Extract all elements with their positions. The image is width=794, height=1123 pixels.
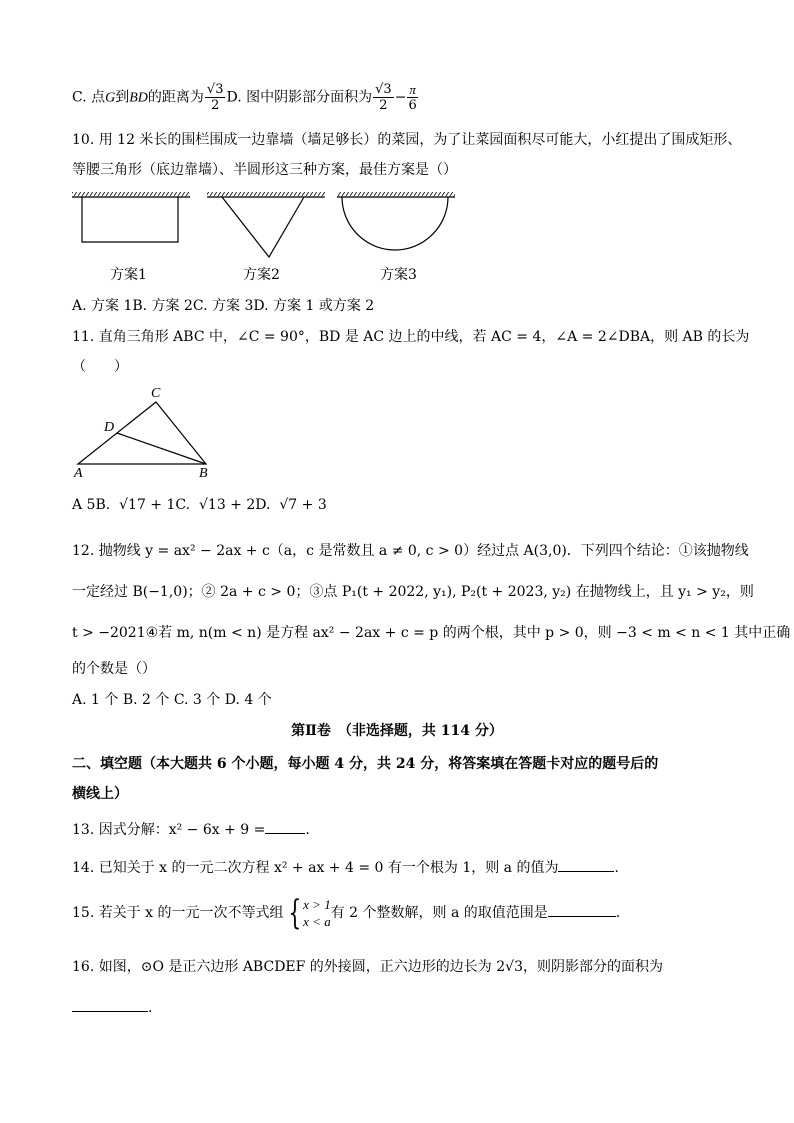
q9-c-mid: 的距离为 bbox=[147, 89, 204, 106]
q12-options: A. 1 个 B. 2 个 C. 3 个 D. 4 个 bbox=[72, 692, 272, 708]
plan1-rectangle bbox=[82, 197, 178, 242]
q16-end: . bbox=[148, 1000, 153, 1016]
q16-line2 bbox=[72, 998, 152, 1018]
q9-options bbox=[72, 82, 419, 114]
section-header-line1: 二、填空题（本大题共 6 个小题，每小题 4 分，共 24 分，将答案填在答题卡对应的题号后的 bbox=[72, 756, 659, 772]
section-header-line2: 横线上） bbox=[72, 786, 128, 802]
q11-line2: （ ） bbox=[72, 359, 128, 375]
q9-c-bd: BD bbox=[129, 90, 148, 106]
q12-line3: t > −2021④若 m, n(m < n) 是方程 ax² − 2ax + c = p 的两个根，其中 p > 0，则 −3 < m < n < 1 其中正确 bbox=[72, 625, 791, 641]
q15-prefix: 15. 若关于 x 的一元一次不等式组 bbox=[72, 905, 284, 921]
plan2-figure bbox=[207, 192, 325, 257]
label-c: C bbox=[151, 386, 161, 401]
q9-d-frac1-num: √3 bbox=[375, 82, 392, 97]
q15-brace: { bbox=[287, 893, 301, 933]
q12-line4: 的个数是（） bbox=[72, 661, 156, 677]
q15-suffix: 有 2 个整数解，则 a 的取值范围是 bbox=[330, 905, 548, 921]
q11-opt-c: √13 + 2 bbox=[198, 497, 256, 513]
triangle-abc bbox=[78, 402, 206, 464]
plan3-figure bbox=[337, 192, 455, 250]
q15-inequality-system bbox=[303, 896, 331, 930]
q15-answer-blank bbox=[548, 904, 616, 917]
q9-d-frac2-den: 6 bbox=[408, 98, 417, 113]
q11-opt-a: A 5B. bbox=[72, 497, 111, 513]
q13-end: . bbox=[305, 822, 310, 838]
plan2-wall-hatch bbox=[207, 192, 325, 197]
q12-line2: 一定经过 B(−1,0)；② 2a + c > 0；③点 P₁(t + 2022, y₁), P₂(t + 2023, y₂) 在抛物线上，且 y₁ > y₂，则 bbox=[72, 584, 754, 600]
q9-d-prefix: D. 图中阴影部分面积为 bbox=[226, 89, 373, 106]
q13-answer-blank bbox=[265, 821, 305, 834]
q9-c-fraction bbox=[205, 82, 226, 113]
plan2-caption: 方案2 bbox=[243, 267, 280, 283]
q13 bbox=[72, 820, 310, 840]
q10-options: A. 方案 1B. 方案 2C. 方案 3D. 方案 1 或方案 2 bbox=[72, 298, 375, 314]
label-a: A bbox=[74, 466, 83, 481]
plan3-wall-hatch bbox=[337, 192, 455, 197]
q11-opt-c-label: C. bbox=[175, 497, 191, 513]
q10-line1: 10. 用 12 米长的围栏围成一边靠墙（墙足够长）的菜园，为了让菜园面积尽可能大，小红提出了围成矩形、 bbox=[72, 132, 742, 148]
q10-line2: 等腰三角形（底边靠墙）、半圆形这三种方案，最佳方案是（） bbox=[72, 162, 457, 178]
q9-d-fraction-2 bbox=[407, 82, 418, 113]
q11-opt-d-label: D. bbox=[255, 497, 271, 513]
plan1-caption: 方案1 bbox=[110, 267, 147, 283]
q9-d-minus: − bbox=[394, 89, 407, 106]
q13-text: 13. 因式分解：x² − 6x + 9 = bbox=[72, 822, 266, 838]
label-d: D bbox=[104, 420, 115, 435]
plan2-triangle bbox=[222, 197, 304, 257]
part2-title: 第Ⅱ卷 （非选择题，共 114 分） bbox=[291, 723, 503, 739]
q14-text: 14. 已知关于 x 的一元二次方程 x² + ax + 4 = 0 有一个根为 1，则 a 的值为 bbox=[72, 860, 559, 876]
q11-line1: 11. 直角三角形 ABC 中，∠C = 90°，BD 是 AC 边上的中线，若 AC = 4，∠A = 2∠DBA，则 AB 的长为 bbox=[72, 329, 750, 345]
q11-opt-d: √7 + 3 bbox=[279, 497, 327, 513]
q9-c-frac-num: √3 bbox=[206, 82, 224, 97]
q9-d-fraction-1 bbox=[373, 82, 394, 113]
q10-figures bbox=[70, 190, 470, 260]
q15-ineq-2: x < a bbox=[303, 914, 331, 929]
q11-opt-b: √17 + 1 bbox=[119, 497, 176, 513]
q9-c-to: 到 bbox=[115, 89, 130, 106]
plan3-caption: 方案3 bbox=[380, 267, 417, 283]
q15-end: . bbox=[615, 905, 621, 921]
q16-answer-blank bbox=[72, 999, 148, 1012]
q11-options bbox=[72, 495, 327, 515]
plan1-wall-hatch bbox=[72, 192, 190, 197]
q12-line1: 12. 抛物线 y = ax² − 2ax + c（a，c 是常数且 a ≠ 0, c > 0）经过点 A(3,0)．下列四个结论：①该抛物线 bbox=[72, 543, 749, 559]
q16-line1: 16. 如图，⊙O 是正六边形 ABCDEF 的外接圆，正六边形的边长为 2√3，则阴影部分的面积为 bbox=[72, 959, 663, 975]
label-b: B bbox=[199, 466, 208, 481]
plan3-semicircle bbox=[342, 197, 448, 250]
q14 bbox=[72, 858, 619, 878]
q9-d-frac1-den: 2 bbox=[379, 98, 388, 113]
q14-end: . bbox=[614, 860, 619, 876]
segment-bd bbox=[117, 433, 206, 464]
plan1-figure bbox=[72, 192, 190, 242]
q9-d-frac2-num: π bbox=[409, 82, 416, 97]
q15-ineq-1: x > 1 bbox=[303, 897, 331, 912]
q15 bbox=[72, 893, 620, 933]
q14-answer-blank bbox=[558, 859, 614, 872]
q9-c-frac-den: 2 bbox=[211, 98, 220, 113]
q9-c-prefix: C. 点 bbox=[72, 89, 106, 106]
q9-c-point-g: G bbox=[105, 90, 116, 106]
